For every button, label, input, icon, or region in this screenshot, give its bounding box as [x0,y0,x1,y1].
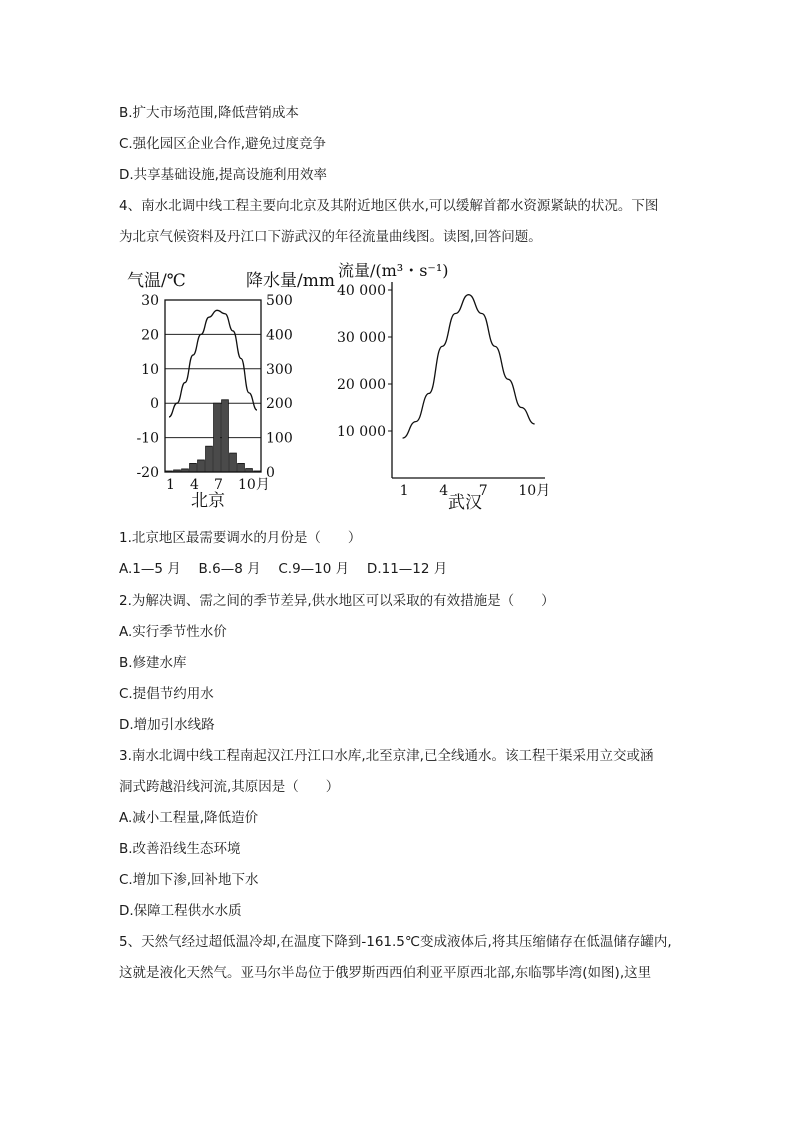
question-2-option-a: A.实行季节性水价 [119,624,227,640]
beijing-precip-tick-label: 200 [266,396,293,413]
beijing-precip-bar [198,460,205,472]
wuhan-x-tick-label: 7 [478,483,488,499]
beijing-precip-tick-label: 500 [266,293,293,309]
beijing-x-tick-label: 7 [214,477,223,493]
question-3-option-c: C.增加下渗,回补地下水 [119,872,259,888]
beijing-precip-bar [222,400,229,472]
beijing-temperature-curve [169,310,257,417]
beijing-temp-tick-label: 10 [141,361,159,378]
option-c: C.强化园区企业合作,避免过度竞争 [119,136,327,152]
option-b: B.扩大市场范围,降低营销成本 [119,105,299,121]
beijing-x-tick-label: 4 [190,477,199,493]
beijing-precip-tick-label: 100 [266,430,293,447]
wuhan-x-tick-label: 1 [399,483,409,499]
beijing-temp-tick-label: 20 [141,327,159,344]
question-4-intro-1: 4、南水北调中线工程主要向北京及其附近地区供水,可以缓解首都水资源紧缺的状况。下图 [119,198,659,214]
question-2-option-b: B.修建水库 [119,655,187,671]
beijing-precip-tick-label: 0 [266,465,275,481]
wuhan-y-tick-label: 20 000 [337,377,386,393]
beijing-temp-tick-label: 30 [141,293,159,309]
beijing-precip-tick-label: 400 [266,327,293,344]
question-3-line-2: 洞式跨越沿线河流,其原因是（ ） [119,779,340,795]
wuhan-y-tick-label: 40 000 [337,283,386,299]
wuhan-title: 武汉 [448,493,482,513]
beijing-precip-bar [190,463,197,472]
beijing-temp-tick-label: -10 [136,430,159,447]
climate-runoff-svg [125,262,555,520]
wuhan-x-tick-label: 10月 [518,483,551,499]
question-5-line-1: 5、天然气经过超低温冷却,在温度下降到-161.5℃变成液体后,将其压缩储存在低温储存罐内, [119,934,672,950]
beijing-temp-tick-label: -20 [136,465,159,481]
wuhan-y-tick-label: 10 000 [337,424,386,440]
question-1-options: A.1—5 月 B.6—8 月 C.9—10 月 D.11—12 月 [119,561,448,577]
question-3-option-d: D.保障工程供水水质 [119,903,242,919]
question-1: 1.北京地区最需要调水的月份是（ ） [119,530,362,546]
question-5-line-2: 这就是液化天然气。亚马尔半岛位于俄罗斯西西伯利亚平原西北部,东临鄂毕湾(如图),这里 [119,965,652,981]
beijing-temp-tick-label: 0 [150,396,159,413]
question-2-option-c: C.提倡节约用水 [119,686,214,702]
question-3-option-b: B.改善沿线生态环境 [119,841,241,857]
beijing-x-tick-label: 10月 [238,477,270,493]
beijing-precip-bar [214,403,221,472]
wuhan-flow-axis-label: 流量/(m³・s⁻¹) [338,262,449,280]
question-3-option-a: A.减小工程量,降低造价 [119,810,259,826]
wuhan-x-tick-label: 4 [439,483,449,499]
wuhan-flow-curve [403,295,535,438]
beijing-precip-bar [230,453,237,472]
beijing-x-tick-label: 1 [166,477,175,493]
beijing-temp-axis-label: 气温/℃ [127,271,186,291]
figure-charts [125,262,555,520]
option-d: D.共享基础设施,提高设施利用效率 [119,167,327,183]
beijing-title: 北京 [191,491,225,511]
question-2-option-d: D.增加引水线路 [119,717,215,733]
wuhan-y-tick-label: 30 000 [337,330,386,346]
beijing-precip-bar [206,446,213,472]
beijing-precip-tick-label: 300 [266,361,293,378]
question-2: 2.为解决调、需之间的季节差异,供水地区可以采取的有效措施是（ ） [119,593,555,609]
question-4-intro-2: 为北京气候资料及丹江口下游武汉的年径流量曲线图。读图,回答问题。 [119,229,542,245]
beijing-precip-bar [238,463,245,472]
beijing-precip-axis-label: 降水量/mm [246,271,335,291]
question-3-line-1: 3.南水北调中线工程南起汉江丹江口水库,北至京津,已全线通水。该工程干渠采用立交或涵 [119,748,654,764]
